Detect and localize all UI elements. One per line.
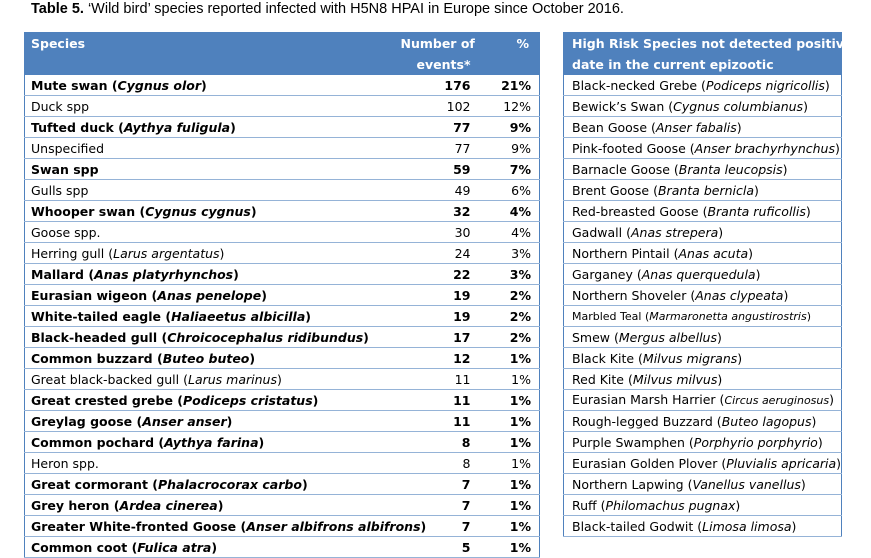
- species-cell: Common buzzard (Buteo buteo): [25, 348, 395, 369]
- events-cell: 19: [395, 306, 480, 327]
- list-item: [564, 243, 842, 264]
- species-latin: Anser anser: [142, 413, 227, 429]
- events-cell: 77: [395, 117, 480, 138]
- species-latin: Aythya farina: [164, 434, 259, 450]
- percent-cell: 7%: [480, 159, 540, 180]
- species-name: Herring gull: [31, 245, 105, 261]
- percent-cell: 1%: [480, 474, 540, 495]
- species-cell: [25, 138, 395, 159]
- list-item: [564, 180, 842, 201]
- species-cell: Herring gull (Larus argentatus): [25, 243, 395, 264]
- events-cell: 32: [395, 201, 480, 222]
- high-risk-species-cell: Barnacle Goose (Branta leucopsis): [564, 159, 842, 180]
- percent-cell: 12%: [480, 96, 540, 117]
- high-risk-species-cell: Brent Goose (Branta bernicla): [564, 180, 842, 201]
- high-risk-species-cell: Ruff (Philomachus pugnax): [564, 495, 842, 516]
- events-cell: 19: [395, 285, 480, 306]
- species-cell: [25, 159, 395, 180]
- list-item: [564, 474, 842, 495]
- events-cell: 11: [395, 390, 480, 411]
- caption-text: ‘Wild bird’ species reported infected with H5N8 HPAI in Europe since October 2016.: [83, 1, 624, 17]
- caption-label: Table 5.: [31, 1, 84, 17]
- species-name: Common pochard: [31, 434, 155, 450]
- high-risk-species-cell: Pink-footed Goose (Anser brachyrhynchus): [564, 138, 842, 159]
- species-latin: Aythya fuligula: [123, 119, 231, 135]
- species-latin: Fulica atra: [137, 539, 212, 555]
- species-cell: [25, 453, 395, 474]
- species-name: Black-necked Grebe: [572, 77, 698, 93]
- events-cell: 22: [395, 264, 480, 285]
- high-risk-header-row-2: [564, 54, 842, 75]
- list-item: [564, 306, 842, 327]
- events-cell: 49: [395, 180, 480, 201]
- species-name: Mallard: [31, 266, 84, 282]
- percent-cell: 1%: [480, 495, 540, 516]
- percent-cell: 1%: [480, 390, 540, 411]
- species-latin: Podiceps nigricollis: [705, 77, 825, 93]
- species-name: Greylag goose: [31, 413, 133, 429]
- species-name: Smew: [572, 329, 611, 345]
- species-latin: Haliaeetus albicilla: [171, 308, 306, 324]
- species-cell: [25, 96, 395, 117]
- species-name: Mute swan: [31, 77, 108, 93]
- species-latin: Ardea cinerea: [119, 497, 218, 513]
- table-row: [25, 432, 540, 453]
- percent-cell: 1%: [480, 369, 540, 390]
- species-name: White-tailed eagle: [31, 308, 161, 324]
- list-item: [564, 285, 842, 306]
- percent-cell: 6%: [480, 180, 540, 201]
- list-item: [564, 348, 842, 369]
- species-cell: Common pochard (Aythya farina): [25, 432, 395, 453]
- species-cell: White-tailed eagle (Haliaeetus albicilla): [25, 306, 395, 327]
- list-item: [564, 495, 842, 516]
- percent-cell: 2%: [480, 285, 540, 306]
- list-item: [564, 411, 842, 432]
- species-cell: Eurasian wigeon (Anas penelope): [25, 285, 395, 306]
- species-name: Gadwall: [572, 224, 623, 240]
- species-latin: Anser albifrons albifrons: [246, 518, 421, 534]
- percent-cell: 1%: [480, 516, 540, 537]
- species-cell: Greylag goose (Anser anser): [25, 411, 395, 432]
- table-row: [25, 495, 540, 516]
- header-events-line2: events*: [395, 54, 480, 75]
- species-latin: Podiceps cristatus: [183, 392, 313, 408]
- species-name: Garganey: [572, 266, 633, 282]
- species-latin: Anas acuta: [678, 245, 749, 261]
- list-item: [564, 264, 842, 285]
- species-name: Swan spp: [31, 161, 99, 177]
- species-name: Eurasian Golden Plover: [572, 455, 718, 471]
- species-name: Grey heron: [31, 497, 110, 513]
- table-row: [25, 138, 540, 159]
- species-latin: Anser fabalis: [655, 119, 737, 135]
- table-row: [25, 474, 540, 495]
- species-name: Common buzzard: [31, 350, 153, 366]
- species-name: Black Kite: [572, 350, 635, 366]
- percent-cell: 1%: [480, 453, 540, 474]
- species-latin: Branta bernicla: [657, 182, 754, 198]
- species-name: Purple Swamphen: [572, 434, 685, 450]
- list-item: [564, 138, 842, 159]
- species-name: Gulls spp: [31, 182, 89, 198]
- high-risk-species-cell: Purple Swamphen (Porphyrio porphyrio): [564, 432, 842, 453]
- species-name: Brent Goose: [572, 182, 650, 198]
- species-name: Eurasian wigeon: [31, 287, 148, 303]
- table-caption: [31, 1, 624, 18]
- species-latin: Phalacrocorax carbo: [158, 476, 302, 492]
- table-row: [25, 327, 540, 348]
- table-row: [25, 369, 540, 390]
- table-row: [25, 201, 540, 222]
- list-item: [564, 75, 842, 96]
- events-cell: 12: [395, 348, 480, 369]
- species-latin: Buteo lagopus: [721, 413, 812, 429]
- species-name: Black-tailed Godwit: [572, 518, 694, 534]
- events-cell: 5: [395, 537, 480, 558]
- percent-cell: 2%: [480, 327, 540, 348]
- species-name: Goose spp.: [31, 224, 101, 240]
- high-risk-species-cell: Black-tailed Godwit (Limosa limosa): [564, 516, 842, 537]
- species-latin: Pluvialis apricaria: [726, 455, 837, 471]
- high-risk-species-cell: Rough-legged Buzzard (Buteo lagopus): [564, 411, 842, 432]
- high-risk-header-line1: High Risk Species not detected positive to: [564, 33, 842, 55]
- species-name: Rough-legged Buzzard: [572, 413, 713, 429]
- high-risk-species-cell: Black-necked Grebe (Podiceps nigricollis): [564, 75, 842, 96]
- events-cell: 7: [395, 495, 480, 516]
- species-name: Eurasian Marsh Harrier: [572, 392, 716, 407]
- species-latin: Mergus albellus: [618, 329, 717, 345]
- events-cell: 11: [395, 411, 480, 432]
- percent-cell: 2%: [480, 306, 540, 327]
- species-cell: Grey heron (Ardea cinerea): [25, 495, 395, 516]
- species-name: Black-headed gull: [31, 329, 158, 345]
- high-risk-species-cell: Black Kite (Milvus migrans): [564, 348, 842, 369]
- events-cell: 176: [395, 75, 480, 96]
- species-cell: Great cormorant (Phalacrocorax carbo): [25, 474, 395, 495]
- high-risk-species-cell: Marbled Teal (Marmaronetta angustirostris): [564, 306, 842, 327]
- table-row: [25, 117, 540, 138]
- events-cell: 7: [395, 516, 480, 537]
- table-row: [25, 222, 540, 243]
- species-latin: Anas clypeata: [695, 287, 784, 303]
- species-latin: Cygnus cygnus: [145, 203, 251, 219]
- species-cell: Black-headed gull (Chroicocephalus ridibundus): [25, 327, 395, 348]
- species-cell: Whooper swan (Cygnus cygnus): [25, 201, 395, 222]
- table-row: [25, 75, 540, 96]
- percent-cell: 9%: [480, 138, 540, 159]
- header-percent: %: [480, 33, 540, 76]
- species-name: Northern Shoveler: [572, 287, 687, 303]
- list-item: [564, 516, 842, 537]
- species-cell: [25, 180, 395, 201]
- list-item: [564, 432, 842, 453]
- species-latin: Branta ruficollis: [707, 203, 806, 219]
- percent-cell: 9%: [480, 117, 540, 138]
- percent-cell: 1%: [480, 348, 540, 369]
- species-name: Great cormorant: [31, 476, 148, 492]
- table-row: [25, 537, 540, 558]
- species-cell: Great black-backed gull (Larus marinus): [25, 369, 395, 390]
- percent-cell: 4%: [480, 201, 540, 222]
- species-name: Greater White-fronted Goose: [31, 518, 237, 534]
- table-row: [25, 411, 540, 432]
- species-latin: Branta leucopsis: [678, 161, 783, 177]
- percent-cell: 1%: [480, 432, 540, 453]
- table-header-row: [25, 33, 540, 55]
- species-name: Whooper swan: [31, 203, 136, 219]
- header-events-line1: Number of: [395, 33, 480, 55]
- list-item: [564, 222, 842, 243]
- table-row: [25, 243, 540, 264]
- species-latin: Milvus migrans: [642, 350, 738, 366]
- species-name: Duck spp: [31, 98, 90, 114]
- species-name: Red-breasted Goose: [572, 203, 699, 219]
- high-risk-species-cell: Northern Pintail (Anas acuta): [564, 243, 842, 264]
- high-risk-species-cell: Smew (Mergus albellus): [564, 327, 842, 348]
- high-risk-species-cell: Red-breasted Goose (Branta ruficollis): [564, 201, 842, 222]
- table-row: [25, 348, 540, 369]
- species-cell: Mute swan (Cygnus olor): [25, 75, 395, 96]
- high-risk-species-cell: Northern Lapwing (Vanellus vanellus): [564, 474, 842, 495]
- species-cell: Common coot (Fulica atra): [25, 537, 395, 558]
- high-risk-species-cell: Eurasian Golden Plover (Pluvialis apricaria): [564, 453, 842, 474]
- species-latin: Buteo buteo: [162, 350, 250, 366]
- species-name: Pink-footed Goose: [572, 140, 686, 156]
- high-risk-species-table: [563, 32, 871, 537]
- species-latin: Milvus milvus: [632, 371, 718, 387]
- species-latin: Vanellus vanellus: [692, 476, 801, 492]
- list-item: [564, 390, 842, 411]
- species-name: Tufted duck: [31, 119, 114, 135]
- species-latin: Circus aeruginosus: [724, 394, 830, 407]
- high-risk-species-cell: Bewick’s Swan (Cygnus columbianus): [564, 96, 842, 117]
- species-latin: Limosa limosa: [702, 518, 792, 534]
- list-item: [564, 453, 842, 474]
- species-name: Marbled Teal: [572, 309, 642, 323]
- events-cell: 24: [395, 243, 480, 264]
- species-cell: Mallard (Anas platyrhynchos): [25, 264, 395, 285]
- events-cell: 30: [395, 222, 480, 243]
- species-latin: Anas strepera: [630, 224, 719, 240]
- species-latin: Porphyrio porphyrio: [693, 434, 818, 450]
- events-cell: 8: [395, 432, 480, 453]
- species-name: Heron spp.: [31, 455, 99, 471]
- species-name: Bean Goose: [572, 119, 648, 135]
- species-latin: Cygnus columbianus: [673, 98, 804, 114]
- table-row: [25, 96, 540, 117]
- percent-cell: 1%: [480, 537, 540, 558]
- events-cell: 7: [395, 474, 480, 495]
- table-row: [25, 306, 540, 327]
- header-species: Species: [25, 33, 395, 76]
- list-item: [564, 159, 842, 180]
- species-name: Great black-backed gull: [31, 371, 180, 387]
- high-risk-header-line2: date in the current epizootic: [564, 54, 842, 75]
- percent-cell: 3%: [480, 243, 540, 264]
- table-row: [25, 516, 540, 537]
- species-cell: Great crested grebe (Podiceps cristatus): [25, 390, 395, 411]
- table-row: [25, 180, 540, 201]
- percent-cell: 4%: [480, 222, 540, 243]
- table-row: [25, 390, 540, 411]
- events-cell: 8: [395, 453, 480, 474]
- species-latin: Anas platyrhynchos: [94, 266, 234, 282]
- species-latin: Philomachus pugnax: [605, 497, 736, 513]
- table-row: [25, 264, 540, 285]
- high-risk-species-cell: Eurasian Marsh Harrier (Circus aeruginosus): [564, 390, 842, 411]
- species-name: Barnacle Goose: [572, 161, 670, 177]
- events-cell: 102: [395, 96, 480, 117]
- high-risk-species-cell: Garganey (Anas querquedula): [564, 264, 842, 285]
- high-risk-species-cell: Bean Goose (Anser fabalis): [564, 117, 842, 138]
- events-cell: 77: [395, 138, 480, 159]
- percent-cell: 1%: [480, 411, 540, 432]
- species-latin: Cygnus olor: [117, 77, 202, 93]
- list-item: [564, 369, 842, 390]
- species-latin: Anas penelope: [157, 287, 262, 303]
- high-risk-species-cell: Gadwall (Anas strepera): [564, 222, 842, 243]
- species-latin: Marmaronetta angustirostris: [649, 309, 807, 323]
- high-risk-header-row: [564, 33, 842, 55]
- table-row: [25, 159, 540, 180]
- species-cell: Tufted duck (Aythya fuligula): [25, 117, 395, 138]
- events-cell: 59: [395, 159, 480, 180]
- high-risk-species-cell: Northern Shoveler (Anas clypeata): [564, 285, 842, 306]
- table-row: [25, 453, 540, 474]
- percent-cell: 21%: [480, 75, 540, 96]
- species-cell: Greater White-fronted Goose (Anser albifrons albifrons): [25, 516, 395, 537]
- species-name: Northern Pintail: [572, 245, 670, 261]
- high-risk-species-cell: Red Kite (Milvus milvus): [564, 369, 842, 390]
- species-name: Northern Lapwing: [572, 476, 684, 492]
- species-name: Great crested grebe: [31, 392, 173, 408]
- list-item: [564, 117, 842, 138]
- infected-species-table: [24, 32, 540, 558]
- events-cell: 11: [395, 369, 480, 390]
- list-item: [564, 327, 842, 348]
- species-name: Red Kite: [572, 371, 624, 387]
- species-latin: Chroicocephalus ridibundus: [167, 329, 364, 345]
- species-name: Bewick’s Swan: [572, 98, 665, 114]
- species-cell: [25, 222, 395, 243]
- list-item: [564, 96, 842, 117]
- percent-cell: 3%: [480, 264, 540, 285]
- species-latin: Larus marinus: [188, 371, 277, 387]
- events-cell: 17: [395, 327, 480, 348]
- table-row: [25, 285, 540, 306]
- species-latin: Anas querquedula: [641, 266, 756, 282]
- species-name: Ruff: [572, 497, 597, 513]
- species-latin: Anser brachyrhynchus: [694, 140, 835, 156]
- list-item: [564, 201, 842, 222]
- species-name: Unspecified: [31, 140, 105, 156]
- species-name: Common coot: [31, 539, 128, 555]
- species-latin: Larus argentatus: [113, 245, 220, 261]
